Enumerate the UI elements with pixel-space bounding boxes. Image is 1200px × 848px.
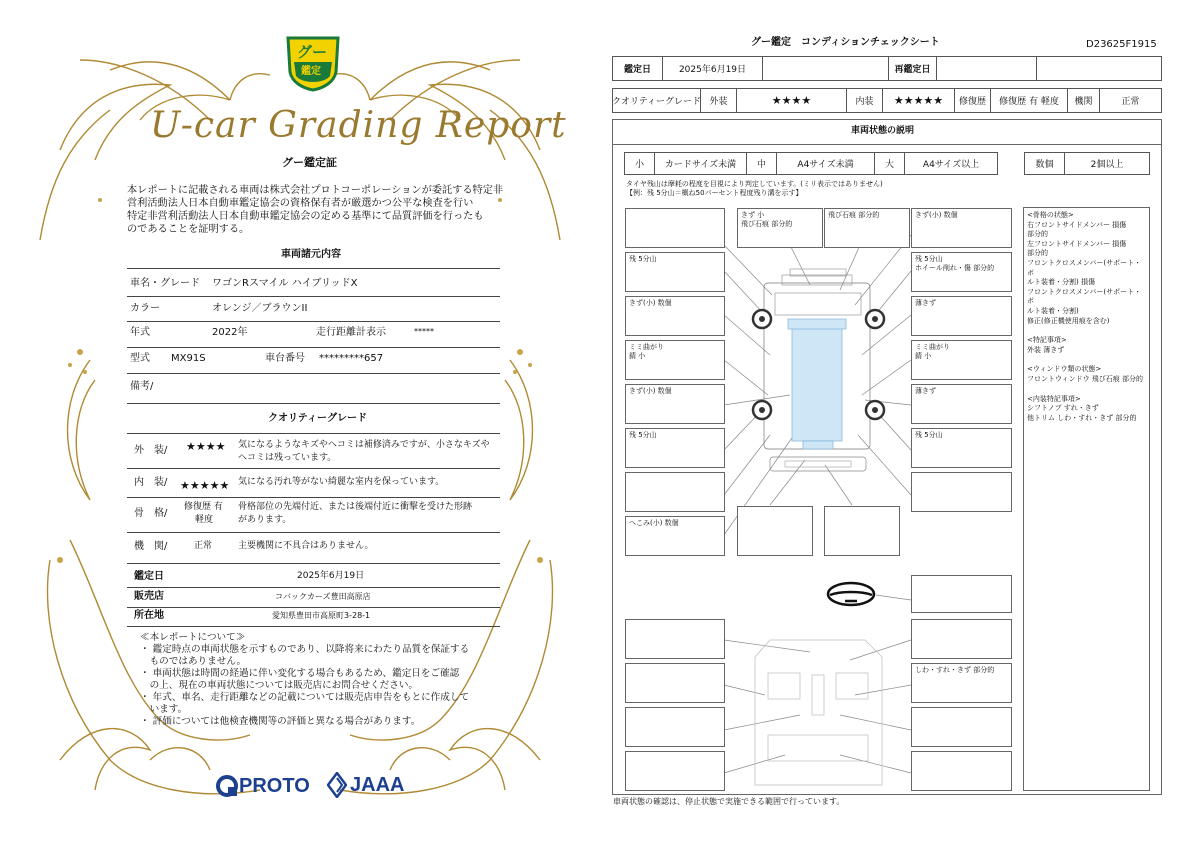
cert-line: 本レポートに記載される車両は株式会社プロトコーポレーションが委託する特定非	[127, 185, 504, 196]
chassis-value: *********657	[319, 353, 384, 364]
divider	[127, 433, 500, 434]
size-mid: 中	[747, 153, 777, 174]
steering-wheel-icon	[828, 583, 874, 605]
about-item: ・ 車両状態は時間の経過に伴い変化する場合もあるため、鑑定日をご確認	[140, 668, 460, 679]
divider	[127, 563, 500, 564]
count-value: 2個以上	[1090, 160, 1124, 170]
notes-line: 部分的	[1027, 230, 1048, 239]
sheet-title: グー鑑定 コンディションチェックシート	[751, 37, 940, 48]
frame-grade: 修復歴 有	[184, 502, 223, 512]
condition-box: へこみ(小) 数個	[625, 516, 725, 556]
goo-kantei-badge	[284, 32, 342, 92]
jaaa-logo	[327, 772, 404, 798]
ext-label: 外装	[701, 89, 737, 112]
tire-note: 【例：残 5分山＝概ね50パーセント程度残り溝を示す】	[626, 189, 803, 197]
notes-line: フロントウィンドウ 飛び石痕 部分的	[1027, 374, 1144, 383]
cert-line: 特定非営利活動法人日本自動車鑑定協会の定める基準にて品質評価を行ったも	[127, 211, 484, 222]
condition-box	[625, 707, 725, 747]
exterior-text: 気になるようなキズやヘコミは補修済みですが、小さなキズや	[238, 440, 490, 450]
condition-box: ミミ曲がり 錆 小	[625, 340, 725, 380]
engine-label: 機関	[1068, 89, 1100, 112]
notes-line: シフトノブ すれ・きず	[1027, 404, 1099, 413]
shop-value: コバックカーズ豊田高原店	[275, 592, 371, 601]
quality-heading: クオリティーグレード	[268, 413, 367, 424]
condition-box: 薄きず	[911, 296, 1012, 336]
notes-line: 他トリム しわ・すれ・きず 部分的	[1027, 413, 1137, 422]
address-value: 愛知県豊田市高原町3-28-1	[272, 611, 371, 620]
interior-label: 内 装/	[134, 477, 168, 488]
about-item: ・ 評価については他検査機関等の評価と異なる場合があります。	[140, 716, 421, 727]
condition-box	[911, 751, 1012, 791]
cert-line: のであることを証明する。	[127, 224, 250, 235]
condition-box	[911, 619, 1012, 659]
notes-panel	[1023, 207, 1150, 791]
color-label: カラー	[130, 303, 160, 314]
cert-line: 営利活動法人日本自動車鑑定協会の資格保有者が厳選かつ公平な検査を行い	[127, 198, 474, 209]
condition-box	[625, 751, 725, 791]
notes-special-title: <特記事項>	[1027, 336, 1067, 345]
about-item: います。	[140, 704, 188, 715]
condition-box: ミミ曲がり 錆 小	[911, 340, 1012, 380]
cert-title: グー鑑定証	[282, 156, 337, 169]
engine-grade: 正常	[194, 541, 213, 551]
notes-line: ルト装着・分割) 損傷	[1027, 278, 1095, 287]
notes-line: 部分的	[1027, 249, 1048, 258]
cert-text	[127, 184, 503, 236]
engine-value: 正常	[1121, 97, 1140, 107]
int-label: 内装	[847, 89, 883, 112]
spec-heading: 車両諸元内容	[281, 249, 341, 260]
proto-logo	[216, 774, 310, 798]
divider	[127, 373, 500, 374]
notes-line: 右フロントサイドメンバー 損傷	[1027, 220, 1127, 229]
frame-grade: 軽度	[195, 515, 214, 525]
repair-value: 修復歴 有 軽度	[991, 89, 1068, 112]
condition-box: 残 5分山 ホイール削れ・傷 部分的	[911, 252, 1012, 292]
engine-text: 主要機関に不具合はありません。	[238, 541, 374, 551]
notes-frame-title: <骨格の状態>	[1027, 211, 1074, 219]
condition-box	[911, 707, 1012, 747]
badge-top-text: グー	[297, 43, 328, 61]
car-name-value: ワゴンRスマイル ハイブリッドX	[212, 278, 358, 289]
date-label: 鑑定日	[613, 57, 663, 80]
car-name-label: 車名・グレード	[130, 278, 200, 289]
about-item: ものではありません。	[140, 656, 247, 667]
size-mid-desc: A4サイズ未満	[777, 153, 875, 174]
mileage-value: *****	[414, 327, 434, 336]
notes-line: 外装 薄きず	[1027, 345, 1065, 354]
year-label: 年式	[130, 327, 150, 338]
condition-box	[824, 506, 900, 556]
divider	[612, 144, 1162, 145]
divider	[127, 468, 500, 469]
notes-line: ルト装着・分割)	[1027, 306, 1079, 315]
about-title: ≪本レポートについて≫	[140, 632, 246, 643]
divider	[127, 607, 500, 608]
condition-box	[911, 472, 1012, 512]
about-item: ・ 鑑定時点の車両状態を示すものであり、以降将来にわたり品質を保証する	[140, 644, 470, 655]
condition-box: 薄きず	[911, 384, 1012, 424]
divider	[127, 347, 500, 348]
divider	[127, 587, 500, 588]
check-sheet	[600, 0, 1200, 848]
shield-icon	[284, 32, 342, 92]
condition-box: きず(小) 数個	[625, 384, 725, 424]
engine-label: 機 関/	[134, 541, 168, 552]
size-small: 小	[625, 153, 655, 174]
size-large-desc: A4サイズ以上	[922, 160, 980, 170]
condition-box: きず(小) 数個	[911, 208, 1012, 248]
divider	[127, 321, 500, 322]
condition-box	[625, 208, 725, 248]
jaaa-mark-icon	[327, 772, 347, 798]
condition-box: きず 小 飛び石痕 部分的	[737, 208, 823, 248]
condition-title: 車両状態の説明	[851, 126, 915, 136]
doc-id: D23625F1915	[1086, 39, 1157, 50]
notes-label: 備考/	[130, 381, 154, 392]
redate-value	[937, 57, 1037, 80]
int-stars: ★★★★★	[883, 89, 955, 112]
exterior-label: 外 装/	[134, 445, 168, 456]
notes-interior-title: <内装特記事項>	[1027, 394, 1081, 403]
date-row	[612, 56, 1162, 81]
script-title: U-car Grading Report	[150, 105, 567, 146]
size-legend	[624, 152, 998, 175]
condition-box: 残 5分山	[625, 428, 725, 468]
redate-label: 再鑑定日	[889, 57, 937, 80]
redate-blank	[1037, 57, 1161, 80]
grade-row	[612, 88, 1162, 113]
date-blank	[763, 57, 889, 80]
divider	[127, 403, 500, 404]
about-item: の上、現在の車両状態については販売店にお問合せください。	[140, 680, 419, 691]
badge-bottom-text: 鑑定	[301, 66, 321, 77]
address-label: 所在地	[134, 610, 164, 621]
condition-box: 残 5分山	[625, 252, 725, 292]
size-large: 大	[875, 153, 905, 174]
count-label: 数個	[1025, 153, 1065, 174]
condition-box: 残 5分山	[911, 428, 1012, 468]
model-label: 型式	[130, 353, 150, 364]
condition-box	[737, 506, 813, 556]
notes-line: フロントクロスメンバー(サポート・ボ	[1027, 287, 1142, 306]
about-item: ・ 年式、車名、走行距離などの記載については販売店申告をもとに作成して	[140, 692, 470, 703]
frame-label: 骨 格/	[134, 508, 168, 519]
interior-stars: ★★★★★	[180, 479, 230, 492]
ext-stars: ★★★★	[737, 89, 847, 112]
date-value: 2025年6月19日	[663, 57, 763, 80]
exterior-text: ヘコミは残っています。	[238, 453, 337, 463]
condition-box	[911, 575, 1012, 613]
about-section	[140, 632, 469, 728]
frame-text: があります。	[238, 515, 292, 525]
condition-box: きず(小) 数個	[625, 296, 725, 336]
notes-window-title: <ウィンドウ類の状態>	[1027, 365, 1102, 374]
tire-note: タイヤ残山は摩耗の程度を目視により判定しています。(ミリ表示ではありません)	[626, 180, 883, 188]
mileage-label: 走行距離計表示	[316, 327, 386, 338]
divider	[127, 532, 500, 533]
interior-text: 気になる汚れ等がない綺麗な室内を保っています。	[238, 477, 445, 487]
notes-line: 左フロントサイドメンバー 損傷	[1027, 239, 1127, 248]
divider	[127, 268, 500, 269]
model-value: MX91S	[171, 353, 206, 364]
notes-line: 修正(修正機使用痕を含む)	[1027, 316, 1110, 325]
jaaa-logo-text: JAAA	[350, 773, 405, 796]
grade-label: クオリティーグレード	[613, 89, 701, 112]
divider	[127, 497, 500, 498]
size-small-desc: カードサイズ未満	[655, 153, 747, 174]
count-legend	[1024, 152, 1150, 175]
proto-logo-text: PROTO	[239, 774, 310, 797]
divider	[127, 626, 500, 627]
proto-mark-icon	[216, 775, 238, 797]
notes-line: フロントクロスメンバー(サポート・ボ	[1027, 258, 1142, 277]
chassis-label: 車台番号	[265, 353, 305, 364]
color-value: オレンジ／ブラウンII	[212, 303, 308, 314]
condition-box	[625, 619, 725, 659]
date-value: 2025年6月19日	[297, 571, 365, 581]
divider	[127, 296, 500, 297]
year-value: 2022年	[212, 327, 248, 338]
footer-note: 車両状態の確認は、停止状態で実施できる範囲で行っています。	[613, 797, 845, 806]
condition-box: しわ・すれ・きず 部分的	[911, 663, 1012, 703]
condition-box	[625, 663, 725, 703]
frame-text: 骨格部位の先端付近、または後端付近に衝撃を受けた形跡	[238, 502, 473, 512]
exterior-stars: ★★★★	[186, 440, 226, 453]
condition-box	[625, 472, 725, 512]
date-label: 鑑定日	[134, 571, 164, 582]
repair-label: 修復歴	[955, 89, 991, 112]
condition-box: 飛び石痕 部分的	[824, 208, 910, 248]
shop-label: 販売店	[134, 591, 164, 602]
